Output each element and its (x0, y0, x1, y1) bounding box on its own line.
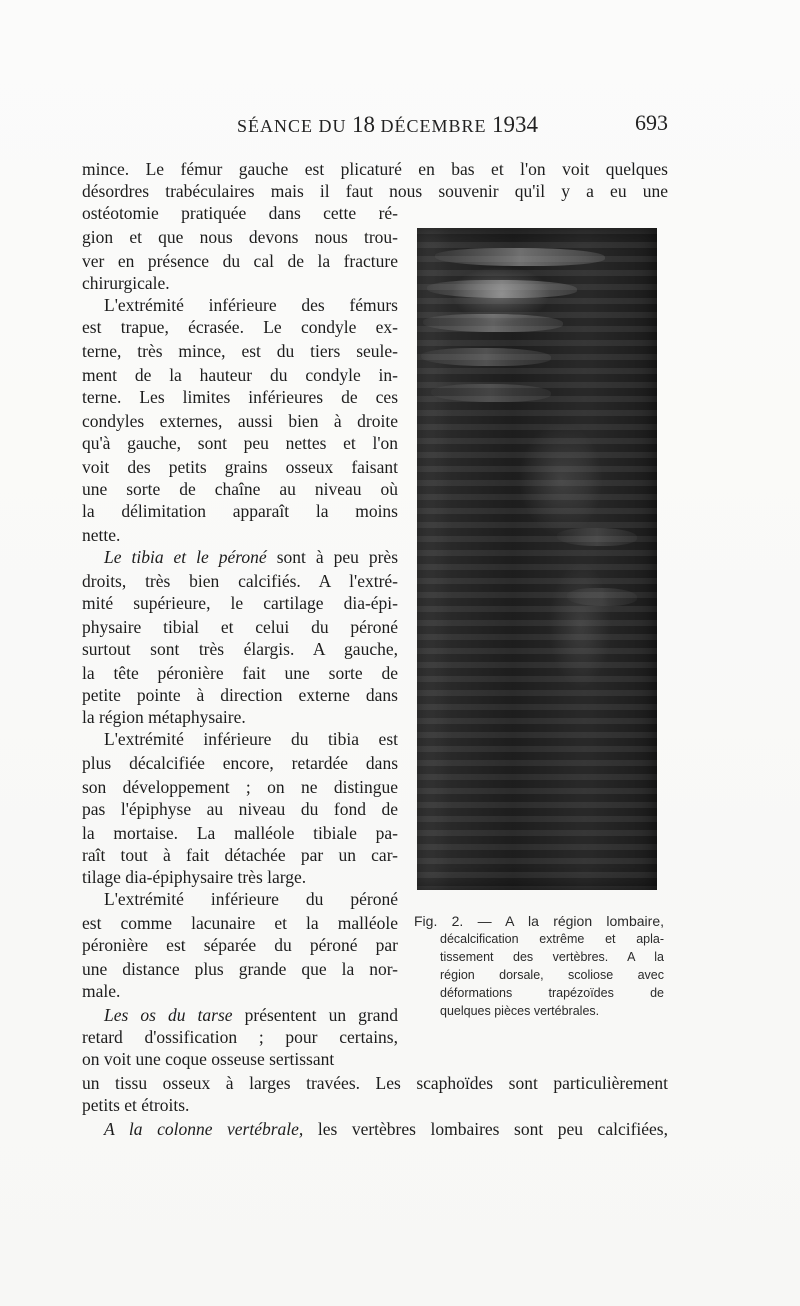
text-line: gion et que nous devons nous trou- (82, 227, 398, 247)
text-fragment: sont à peu près (276, 547, 399, 567)
text-line: est trapue, écrasée. Le condyle ex- (82, 317, 398, 337)
text-line: petits et étroits. (82, 1095, 190, 1115)
text-line: ver en présence du cal de la fracture (82, 251, 398, 271)
italic-term: A la colonne vertébrale, (104, 1119, 304, 1139)
text-line: retard d'ossification ; pour certains, (82, 1027, 398, 1047)
text-line (82, 1004, 398, 1026)
text-line: une sorte de chaîne au niveau où (82, 479, 398, 499)
text-fragment: présentent un grand (244, 1005, 399, 1025)
page-header (82, 112, 668, 142)
running-head-prefix: SÉANCE DU (237, 116, 353, 136)
running-head-year: 1934 (492, 112, 539, 137)
text-line: surtout sont très élargis. A gauche, (82, 639, 398, 659)
text-line: un tissu osseux à larges travées. Les scaphoïdes sont particulièrement (82, 1073, 668, 1093)
text-line: désordres trabéculaires mais il faut nous souvenir qu'il y a eu une (82, 181, 668, 201)
vertebra-shadow (435, 248, 605, 266)
text-line: la délimitation apparaît la moins (82, 501, 398, 521)
text-line: la tête péronière fait une sorte de (82, 663, 398, 683)
page-number: 693 (635, 110, 668, 135)
text-line: on voit une coque osseuse sertissant (82, 1049, 335, 1069)
vertebra-shadow (557, 528, 637, 546)
text-line: son développement ; on ne distingue (82, 777, 398, 797)
text-line: terne, très mince, est du tiers seule- (82, 341, 398, 361)
text-line: tilage dia-épiphysaire très large. (82, 867, 307, 887)
vertebra-shadow (431, 384, 551, 402)
vertebra-shadow (427, 280, 577, 298)
caption-line: région dorsale, scoliose avec (440, 968, 664, 982)
text-line: raît tout à fait détachée par un car- (82, 845, 398, 865)
vertebra-shadow (423, 314, 563, 332)
vertebra-shadow (421, 348, 551, 366)
vertebra-shadow (567, 588, 637, 606)
text-line: péronière est séparée du péroné par (82, 935, 398, 955)
text-line: petite pointe à direction externe dans (82, 685, 398, 705)
text-line: la mortaise. La malléole tibiale pa- (82, 823, 398, 843)
text-line: nette. (82, 525, 121, 545)
text-line: pas l'épiphyse au niveau du fond de (82, 799, 398, 819)
figure-caption (414, 912, 664, 1020)
text-line: ostéotomie pratiquée dans cette ré- (82, 203, 398, 223)
radiograph-figure (417, 228, 657, 890)
text-line: voit des petits grains osseux faisant (82, 457, 398, 477)
running-head (237, 112, 538, 138)
text-line: L'extrémité inférieure du péroné (104, 889, 398, 909)
text-line: chirurgicale. (82, 273, 170, 293)
text-line (82, 1118, 668, 1140)
text-line: terne. Les limites inférieures de ces (82, 387, 398, 407)
caption-line: déformations trapézoïdes de (440, 986, 664, 1000)
text-line: est comme lacunaire et la malléole (82, 913, 398, 933)
caption-line: décalcification extrême et apla- (440, 932, 664, 946)
caption-line: quelques pièces vertébrales. (440, 1004, 600, 1018)
text-line: physaire tibial et celui du péroné (82, 617, 398, 637)
text-line: la région métaphysaire. (82, 707, 246, 727)
text-line: une distance plus grande que la nor- (82, 959, 398, 979)
text-line: L'extrémité inférieure du tibia est (104, 729, 398, 749)
text-fragment: les vertèbres lombaires sont peu calcifiées, (303, 1119, 668, 1139)
text-line (82, 546, 398, 568)
text-line: qu'à gauche, sont peu nettes et l'on (82, 433, 398, 453)
caption-line: Fig. 2. — A la région lombaire, (414, 913, 664, 929)
text-line: condyles externes, aussi bien à droite (82, 411, 398, 431)
italic-term: Le tibia et le péroné (104, 547, 267, 567)
caption-line: tissement des vertèbres. A la (440, 950, 664, 964)
italic-term: Les os du tarse (104, 1005, 233, 1025)
text-line: L'extrémité inférieure des fémurs (104, 295, 398, 315)
text-line: mité supérieure, le cartilage dia-épi- (82, 593, 398, 613)
text-line: mince. Le fémur gauche est plicaturé en bas et l'on voit quelques (82, 159, 668, 179)
running-head-day: 18 (352, 112, 376, 137)
text-line: plus décalcifiée encore, retardée dans (82, 753, 398, 773)
running-head-month: DÉCEMBRE (375, 116, 493, 136)
text-line: droits, très bien calcifiés. A l'extré- (82, 571, 398, 591)
text-line: ment de la hauteur du condyle in- (82, 365, 398, 385)
text-line: male. (82, 981, 121, 1001)
